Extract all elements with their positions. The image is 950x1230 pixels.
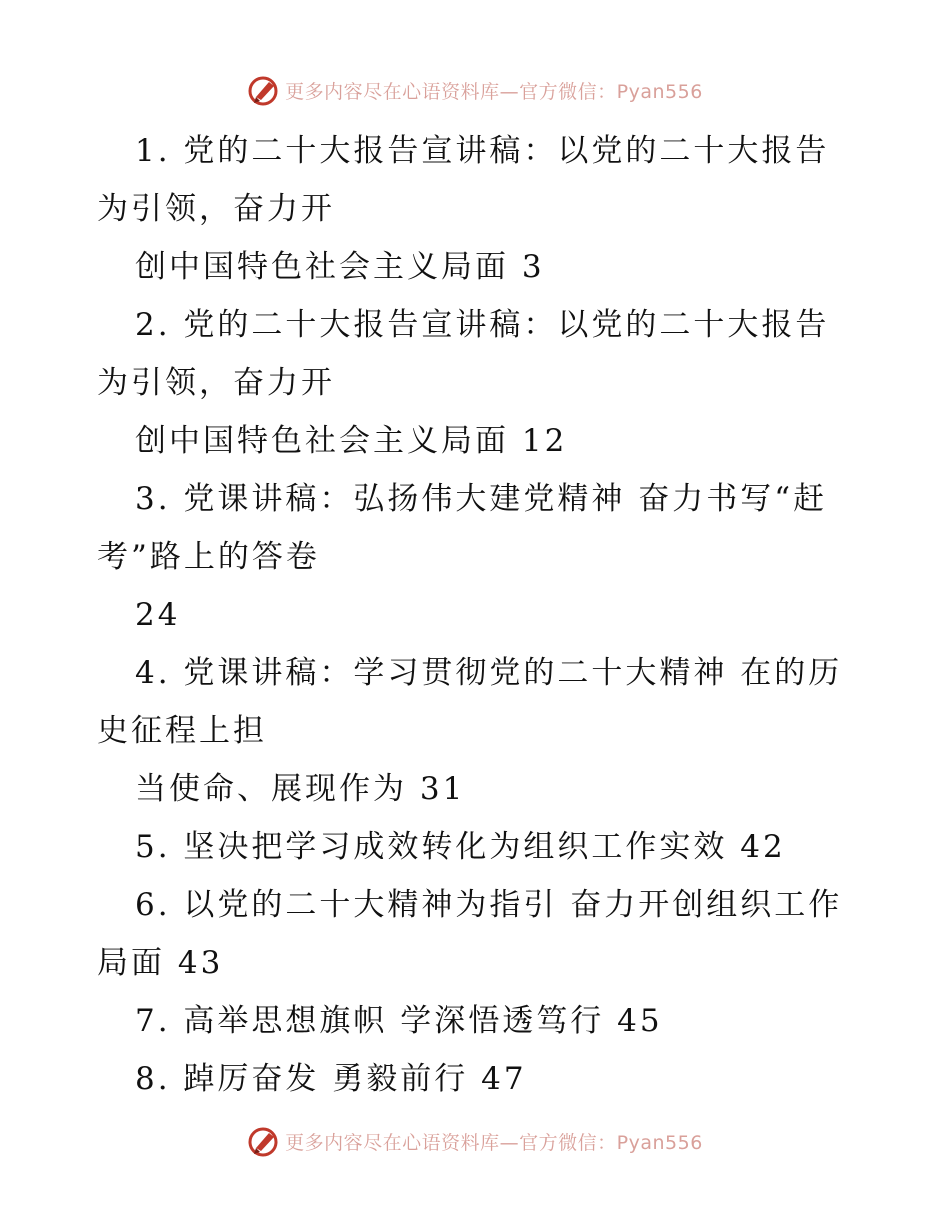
toc-line: 创中国特色社会主义局面 3 [135, 249, 545, 285]
toc-line: 7. 高举思想旗帜 学深悟透笃行 45 [135, 1003, 663, 1039]
toc-line: 8. 踔厉奋发 勇毅前行 47 [135, 1061, 527, 1097]
watermark-text: 更多内容尽在心语资料库—官方微信：Pyan556 [285, 80, 703, 103]
toc-line: 24 [135, 597, 181, 633]
toc-line: 局面 43 [97, 945, 224, 981]
toc-line: 5. 坚决把学习成效转化为组织工作实效 42 [135, 829, 786, 865]
toc-line: 为引领，奋力开 [97, 191, 335, 227]
toc-line: 2. 党的二十大报告宣讲稿：以党的二十大报告 [135, 307, 830, 343]
toc-content [97, 122, 867, 1108]
watermark-text: 更多内容尽在心语资料库—官方微信：Pyan556 [285, 1131, 703, 1154]
toc-line: 考”路上的答卷 [97, 539, 320, 575]
toc-line: 6. 以党的二十大精神为指引 奋力开创组织工作 [135, 887, 843, 923]
toc-line: 当使命、展现作为 31 [135, 771, 466, 807]
toc-line: 3. 党课讲稿：弘扬伟大建党精神 奋力书写“赶 [135, 481, 828, 517]
watermark-banner-bottom [0, 1121, 950, 1161]
toc-line: 为引领，奋力开 [97, 365, 335, 401]
pen-logo-icon [247, 1124, 281, 1158]
watermark-banner-top [0, 70, 950, 110]
pen-logo-icon [247, 73, 281, 107]
toc-line: 史征程上担 [97, 713, 267, 749]
toc-line: 4. 党课讲稿：学习贯彻党的二十大精神 在的历 [135, 655, 843, 691]
toc-line: 创中国特色社会主义局面 12 [135, 423, 568, 459]
toc-line: 1. 党的二十大报告宣讲稿：以党的二十大报告 [135, 133, 830, 169]
